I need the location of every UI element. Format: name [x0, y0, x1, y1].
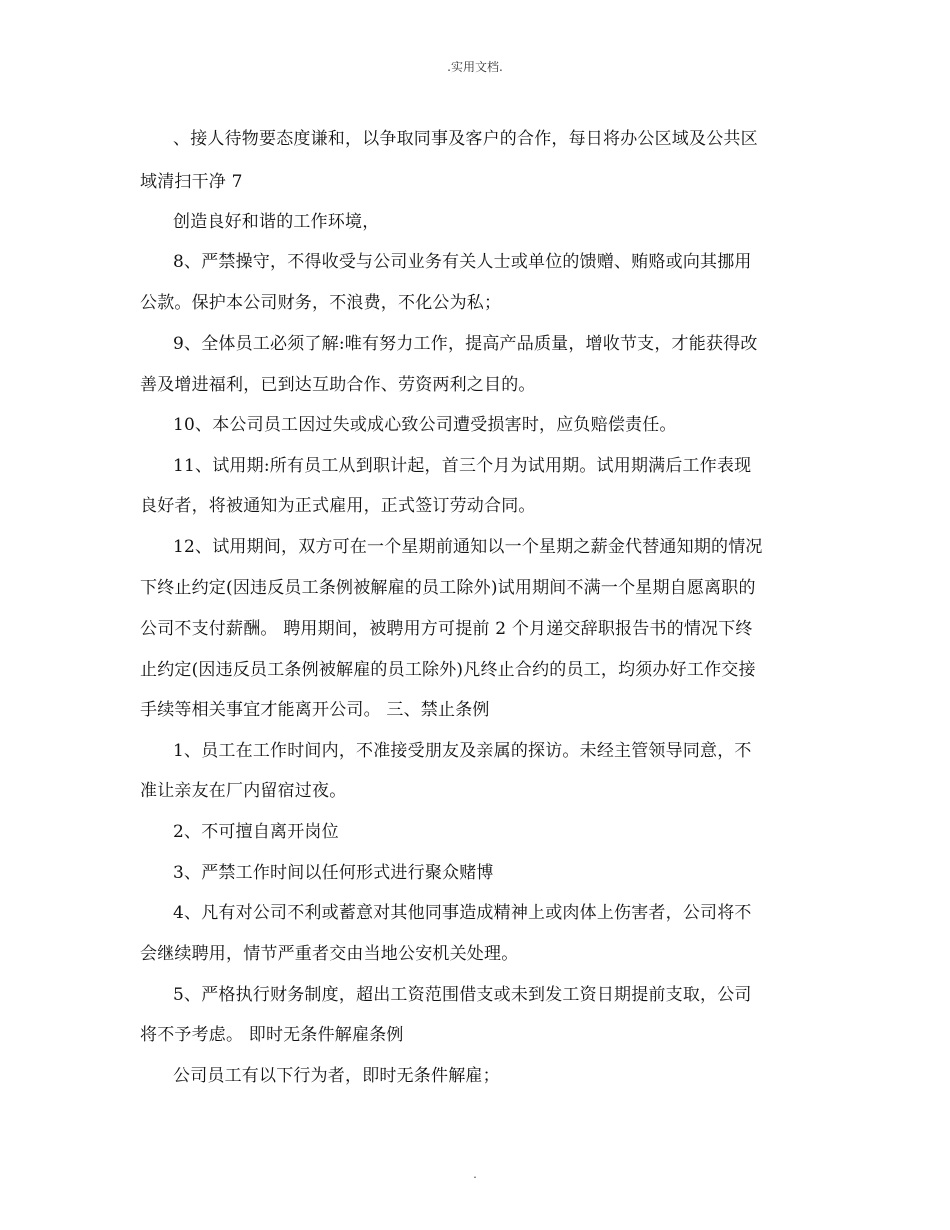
- text-line: 止约定(因违反员工条例被解雇的员工除外)凡终止合约的员工，均须办好工作交接: [140, 660, 756, 680]
- text-line: 8、严禁操守，不得收受与公司业务有关人士或单位的馈赠、贿赂或向其挪用: [173, 252, 752, 272]
- text-line: 公司不支付薪酬。 聘用期间，被聘用方可提前 2 个月递交辞职报告书的情况下终: [140, 619, 753, 639]
- text-line: 下终止约定(因违反员工条例被解雇的员工除外)试用期间不满一个星期自愿离职的: [140, 578, 756, 598]
- page-footer: .: [473, 1168, 477, 1181]
- text-line: 12、试用期间，双方可在一个星期前通知以一个星期之薪金代替通知期的情况: [173, 537, 763, 557]
- text-line: 10、本公司员工因过失或成心致公司遭受损害时，应负赔偿责任。: [173, 415, 677, 435]
- text-line: 公款。保护本公司财务，不浪费，不化公为私；: [140, 293, 502, 313]
- text-line: 将不予考虑。 即时无条件解雇条例: [140, 1025, 404, 1045]
- text-line: 2、不可擅自离开岗位: [173, 822, 339, 842]
- text-line: 良好者，将被通知为正式雇用，正式签订劳动合同。: [140, 496, 536, 516]
- text-line: 创造良好和谐的工作环境，: [173, 212, 380, 232]
- text-line: 域清扫干净 7: [140, 172, 243, 192]
- text-line: 11、试用期:所有员工从到职计起，首三个月为试用期。试用期满后工作表现: [173, 456, 752, 476]
- text-line: 会继续聘用，情节严重者交由当地公安机关处理。: [140, 944, 519, 964]
- text-line: 准让亲友在厂内留宿过夜。: [140, 781, 347, 801]
- text-line: 、接人待物要态度谦和，以争取同事及客户的合作，每日将办公区域及公共区: [173, 129, 758, 149]
- text-line: 5、严格执行财务制度，超出工资范围借支或未到发工资日期提前支取，公司: [173, 985, 752, 1005]
- text-line: 9、全体员工必须了解:唯有努力工作，提高产品质量，增收节支，才能获得改: [173, 334, 758, 354]
- text-line: 1、员工在工作时间内，不准接受朋友及亲属的探访。未经主管领导同意，不: [173, 741, 752, 761]
- page-header: .实用文档.: [447, 60, 503, 74]
- text-line: 3、严禁工作时间以任何形式进行聚众赌博: [173, 863, 494, 883]
- text-line: 手续等相关事宜才能离开公司。 三、禁止条例: [140, 700, 490, 720]
- text-line: 公司员工有以下行为者，即时无条件解雇；: [173, 1066, 500, 1086]
- text-line: 4、凡有对公司不利或蓄意对其他同事造成精神上或肉体上伤害者，公司将不: [173, 903, 752, 923]
- text-line: 善及增进福利，已到达互助合作、劳资两利之目的。: [140, 375, 536, 395]
